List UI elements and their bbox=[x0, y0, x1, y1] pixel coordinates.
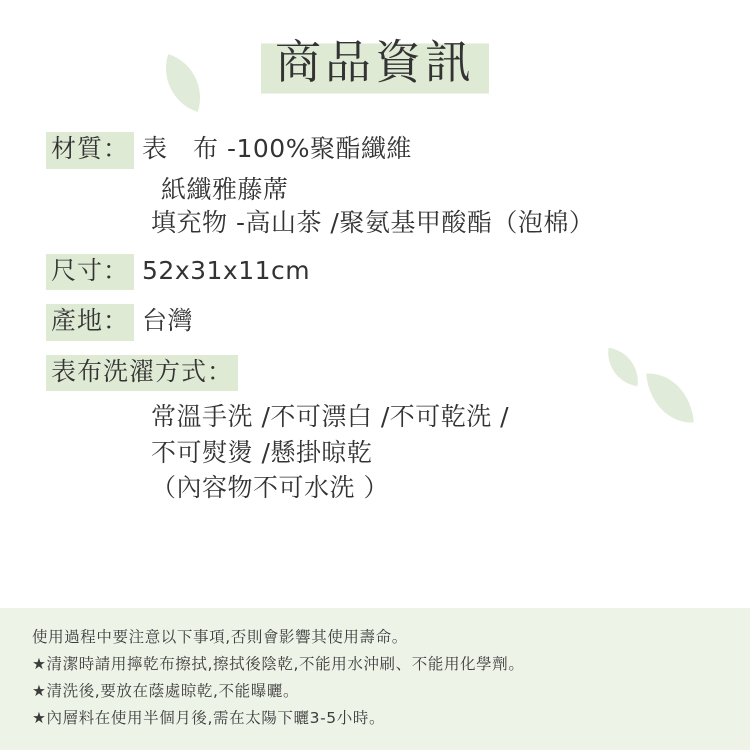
spec-value-size: 52x31x11cm bbox=[142, 255, 311, 285]
spacer bbox=[46, 345, 720, 355]
spec-row-material bbox=[46, 132, 720, 169]
spec-value-material-line2: 紙纖雅藤蓆 bbox=[161, 174, 289, 204]
spec-label-size: 尺寸： bbox=[46, 254, 134, 291]
spacer bbox=[46, 240, 720, 254]
usage-note-line1: 使用過程中要注意以下事項,否則會影響其使用壽命。 bbox=[32, 628, 408, 647]
usage-note-panel bbox=[0, 608, 750, 750]
spec-row-size bbox=[46, 254, 720, 291]
wash-instruction-line2: 不可熨燙 /懸掛晾乾 bbox=[151, 437, 373, 467]
page-title-text: 商品資訊 bbox=[261, 32, 489, 96]
spec-label-wash: 表布洗濯方式： bbox=[46, 355, 238, 392]
spec-value-material-line1: 表 布 -100%聚酯纖維 bbox=[142, 134, 412, 163]
usage-note-line4: ★內層料在使用半個月後,需在太陽下曬3-5小時。 bbox=[32, 709, 386, 728]
wash-instruction-line1: 常溫手洗 /不可漂白 /不可乾洗 / bbox=[151, 402, 510, 431]
usage-note-line3: ★清洗後,要放在蔭處晾乾,不能曝曬。 bbox=[32, 682, 300, 701]
wash-instruction-line3: （內容物不可水洗 ） bbox=[151, 473, 389, 502]
spec-label-material: 材質： bbox=[46, 132, 134, 169]
spec-row-wash bbox=[46, 355, 720, 392]
spec-list bbox=[46, 132, 720, 506]
usage-note-line2: ★清潔時請用擰乾布擦拭,擦拭後陰乾,不能用水沖刷、不能用化學劑。 bbox=[32, 655, 525, 674]
spacer bbox=[46, 294, 720, 304]
page-title bbox=[0, 32, 750, 96]
spec-value-origin: 台灣 bbox=[142, 306, 194, 335]
wash-instruction-list bbox=[46, 399, 720, 506]
spec-label-origin: 產地： bbox=[46, 304, 134, 341]
spec-row-origin bbox=[46, 304, 720, 341]
spec-value-material-line3: 填充物 -高山茶 /聚氨基甲酸酯（泡棉） bbox=[151, 208, 595, 237]
